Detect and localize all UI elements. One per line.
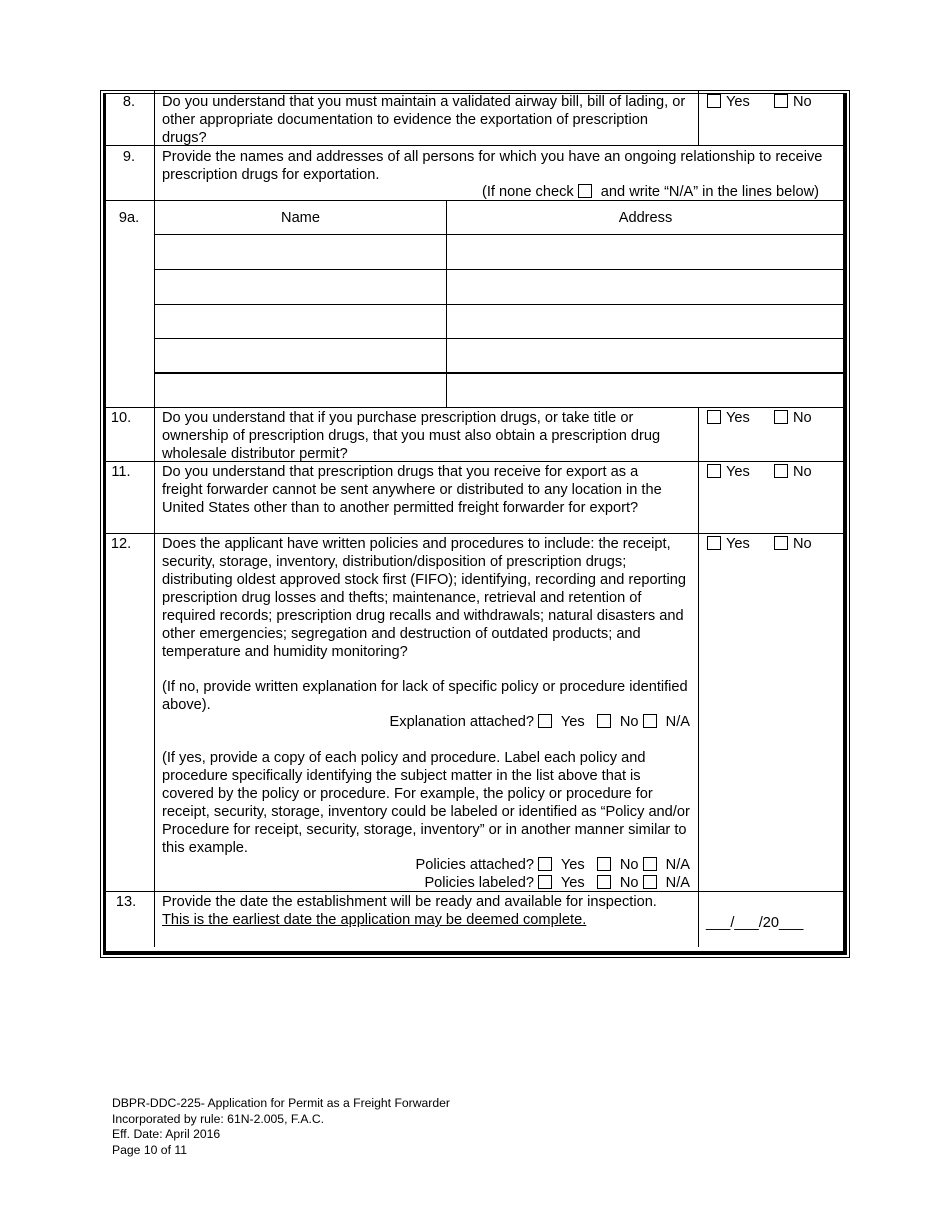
column-divider: [446, 200, 447, 408]
inspection-date-field[interactable]: ___/___/20___: [706, 915, 804, 931]
explanation-yes-checkbox[interactable]: [538, 714, 552, 728]
no-option[interactable]: No: [774, 93, 812, 111]
footer-effective-date: Eff. Date: April 2016: [112, 1127, 221, 1141]
yes-option[interactable]: Yes: [707, 409, 750, 427]
no-checkbox[interactable]: [774, 410, 788, 424]
column-divider: [698, 91, 699, 146]
no-option[interactable]: No: [774, 463, 812, 481]
explanation-attached-row: Explanation attached? Yes No N/A: [389, 714, 690, 730]
footer-form-title: DBPR-DDC-225- Application for Permit as a Freight Forwarder: [112, 1096, 450, 1110]
row-divider: [154, 372, 844, 374]
question-8-text: Do you understand that you must maintain a validated airway bill, bill of lading, or other appropriate documentation to evidence the exportation of prescription drugs?: [162, 94, 686, 146]
question-number: 13.: [115, 894, 137, 910]
question-number: 9.: [122, 149, 136, 165]
policies-labeled-yes-checkbox[interactable]: [538, 875, 552, 889]
name-input-4[interactable]: [156, 340, 445, 371]
policies-labeled-no-checkbox[interactable]: [597, 875, 611, 889]
yes-option[interactable]: Yes: [707, 93, 750, 111]
none-check-instruction: (If none check and write “N/A” in the lines below): [482, 184, 819, 200]
name-input-1[interactable]: [156, 236, 445, 268]
policies-labeled-na-checkbox[interactable]: [643, 875, 657, 889]
policies-attached-row: Policies attached? Yes No N/A: [415, 857, 690, 873]
name-input-5[interactable]: [156, 375, 445, 406]
address-input-4[interactable]: [448, 340, 843, 371]
name-input-3[interactable]: [156, 306, 445, 337]
row-divider: [154, 304, 844, 305]
column-divider: [698, 407, 699, 947]
address-column-header: Address: [618, 210, 673, 226]
question-number: 10.: [110, 410, 132, 426]
address-input-5[interactable]: [448, 375, 843, 406]
question-12-text: Does the applicant have written policies and procedures to include: the receipt, security, storage, inventory, distribution/disposition of prescription drugs; distributing oldest approved stock first (FIFO); identifying, recording and reporting prescription drug losses and thefts; maintenance, retrieval and retention of required records; prescription drug recalls and withdrawals; natural disasters and other emergencies; segregation and destruction of outdated products; and temperature and humidity monitoring?: [162, 536, 686, 660]
if-no-instruction: (If no, provide written explanation for lack of specific policy or procedure identified above).: [162, 679, 688, 713]
footer-rule: Incorporated by rule: 61N-2.005, F.A.C.: [112, 1111, 325, 1126]
question-number: 8.: [122, 94, 136, 110]
row-divider: [154, 338, 844, 339]
row-divider: [104, 533, 844, 534]
yes-checkbox[interactable]: [707, 94, 721, 108]
question-number: 12.: [110, 536, 132, 552]
no-option[interactable]: No: [774, 409, 812, 427]
yes-checkbox[interactable]: [707, 464, 721, 478]
address-input-2[interactable]: [448, 271, 843, 303]
policies-attached-na-checkbox[interactable]: [643, 857, 657, 871]
question-number: 9a.: [118, 210, 140, 226]
policies-attached-yes-checkbox[interactable]: [538, 857, 552, 871]
no-option[interactable]: No: [774, 535, 812, 553]
policies-labeled-row: Policies labeled? Yes No N/A: [424, 875, 690, 891]
yes-checkbox[interactable]: [707, 410, 721, 424]
address-input-1[interactable]: [448, 236, 843, 268]
no-checkbox[interactable]: [774, 536, 788, 550]
no-checkbox[interactable]: [774, 94, 788, 108]
explanation-na-checkbox[interactable]: [643, 714, 657, 728]
page-footer: [112, 1096, 450, 1158]
question-11-text: Do you understand that prescription drugs that you receive for export as a freight forwarder cannot be sent anywhere or distributed to any location in the United States other than to another permitted freight forwarder for export?: [162, 464, 662, 516]
name-column-header: Name: [281, 210, 320, 226]
yes-option[interactable]: Yes: [707, 463, 750, 481]
address-input-3[interactable]: [448, 306, 843, 337]
policies-attached-no-checkbox[interactable]: [597, 857, 611, 871]
none-checkbox[interactable]: [578, 184, 592, 198]
question-13-underlined-note: This is the earliest date the application may be deemed complete.: [162, 912, 587, 928]
row-divider: [154, 269, 844, 270]
question-10-text: Do you understand that if you purchase prescription drugs, or take title or ownership of prescription drugs, that you must also obtain a prescription drug wholesale distributor permit?: [162, 410, 661, 462]
row-divider: [154, 234, 844, 235]
yes-checkbox[interactable]: [707, 536, 721, 550]
question-number: 11.: [111, 464, 131, 480]
question-9-text: Provide the names and addresses of all persons for which you have an ongoing relationship to receive prescription drugs for exportation.: [162, 149, 823, 183]
yes-option[interactable]: Yes: [707, 535, 750, 553]
footer-page-number: Page 10 of 11: [112, 1142, 187, 1157]
question-13-text: Provide the date the establishment will be ready and available for inspection. This is the earliest date the application may be deemed complete.: [162, 894, 657, 928]
no-checkbox[interactable]: [774, 464, 788, 478]
row-divider: [104, 407, 844, 408]
if-yes-instruction: (If yes, provide a copy of each policy and procedure. Label each policy and procedure specifically identifying the subject matter in the list above that is covered by the policy or procedure. For example, the policy or procedure for receipt, security, storage, inventory could be labeled or identified as “Policy and/or Procedure for receipt, security, storage, inventory” or in another manner similar to this example.: [162, 750, 690, 856]
name-input-2[interactable]: [156, 271, 445, 303]
explanation-no-checkbox[interactable]: [597, 714, 611, 728]
